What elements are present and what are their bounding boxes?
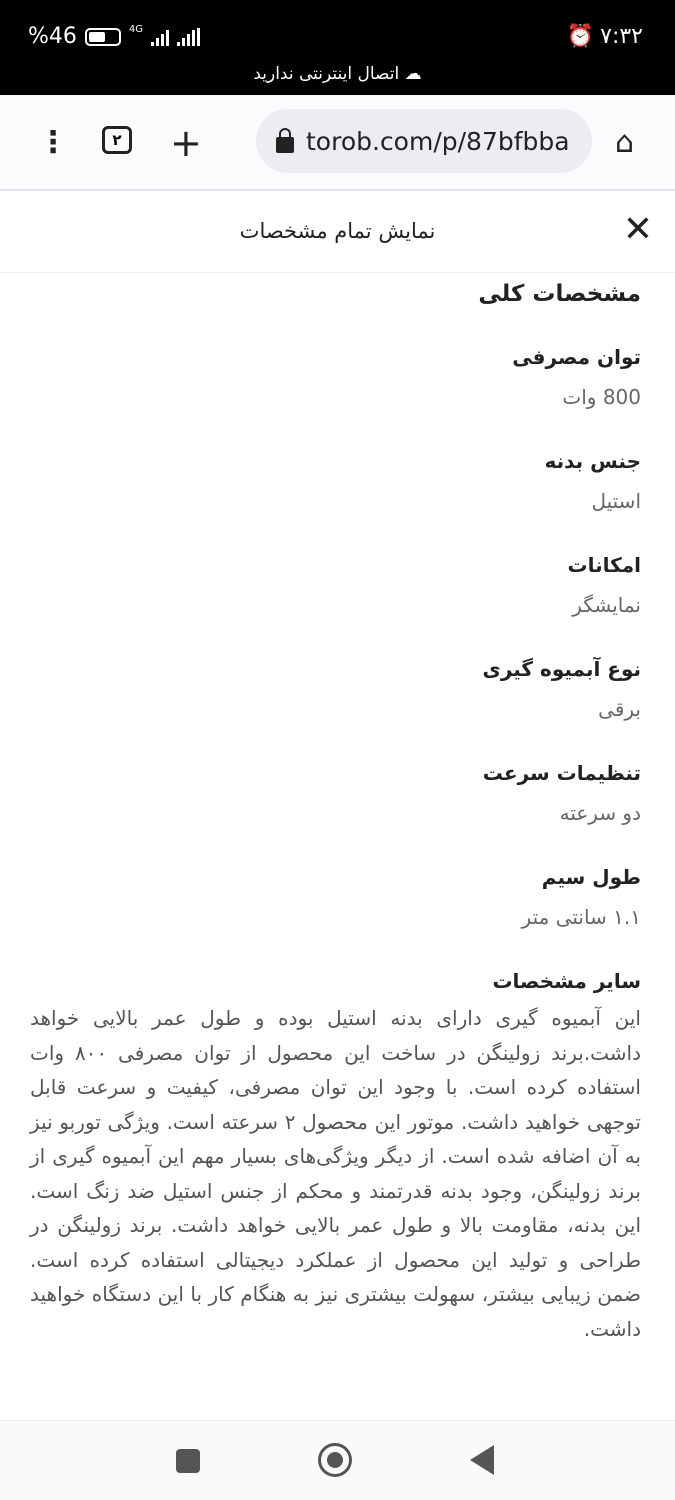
recents-button[interactable] — [176, 1449, 200, 1473]
tab-switcher-button[interactable]: ۲ — [102, 126, 132, 154]
spec-value: 800 وات — [562, 385, 641, 409]
back-button[interactable] — [470, 1445, 494, 1475]
alarm-icon: ⏰ — [566, 24, 595, 49]
clock: ۷:۳۲ — [600, 24, 643, 49]
section-title: مشخصات کلی — [478, 281, 641, 307]
spec-label: سایر مشخصات — [492, 969, 641, 993]
spec-item — [30, 753, 641, 857]
spec-label: طول سیم — [541, 865, 641, 889]
dialog-header — [0, 191, 675, 273]
close-icon[interactable]: ✕ — [622, 209, 653, 250]
spec-value: استیل — [591, 489, 641, 513]
url-text: torob.com/p/87bfbba — [306, 126, 570, 156]
more-menu-icon[interactable]: ⋮ — [38, 125, 68, 160]
offline-message: اتصال اینترنتی ندارید — [253, 64, 400, 84]
home-icon[interactable]: ⌂ — [615, 125, 635, 160]
spec-label: نوع آبمیوه گیری — [482, 657, 641, 681]
spec-value: ۱.۱ سانتی متر — [521, 905, 641, 929]
battery-icon — [85, 28, 121, 46]
network-type: 4G — [128, 24, 144, 35]
spec-label: جنس بدنه — [544, 449, 641, 473]
signal-icon-2 — [177, 28, 200, 46]
spec-item — [30, 857, 641, 961]
spec-label: تنظیمات سرعت — [482, 761, 641, 785]
signal-icon — [151, 28, 169, 46]
spec-item — [30, 441, 641, 545]
spec-label: توان مصرفی — [512, 345, 641, 369]
battery-percent: %46 — [28, 24, 77, 49]
status-bar — [0, 0, 675, 95]
spec-item — [30, 545, 641, 649]
spec-label: امکانات — [567, 553, 641, 577]
lock-icon — [276, 137, 294, 153]
specs-content — [0, 273, 675, 1420]
spec-value: برقی — [598, 697, 641, 721]
spec-value: دو سرعته — [559, 801, 641, 825]
spec-description: این آبمیوه گیری دارای بدنه استیل بوده و طول عمر بالایی خواهد داشت.برند زولینگن در ساخت این محصول از توان مصرفی ۸۰۰ وات استفاده کرده است. با وجود این توان مصرفی، کیفیت و سرعت قابل توجهی خواهید داشت. موتور این محصول ۲ سرعته است. ویژگی توربو نیز به آن اضافه شده است. از دیگر ویژگی‌های بسیار مهم این آبمیوه گیری از برند زولینگن، وجود بدنه قدرتمند و محکم از جنس استیل ضد زنگ است. این بدنه، مقاومت بالا و طول عمر بالایی خواهد داشت. برند زولینگن در طراحی و تولید این محصول از عملکرد دیجیتالی استفاده کرده است. ضمن زیبایی بیشتر، سهولت بیشتری نیز به هنگام کار با این دستگاه خواهید داشت. — [30, 1006, 642, 1341]
url-bar[interactable] — [256, 109, 592, 173]
system-nav-bar — [0, 1420, 675, 1500]
cloud-off-icon: ☁ — [404, 64, 422, 84]
spec-item — [30, 337, 641, 441]
home-button[interactable] — [318, 1443, 352, 1477]
spec-value: نمایشگر — [572, 593, 641, 617]
dialog-title: نمایش تمام مشخصات — [239, 219, 436, 243]
browser-toolbar — [0, 95, 675, 191]
spec-item — [30, 649, 641, 753]
new-tab-icon[interactable]: + — [170, 121, 202, 165]
